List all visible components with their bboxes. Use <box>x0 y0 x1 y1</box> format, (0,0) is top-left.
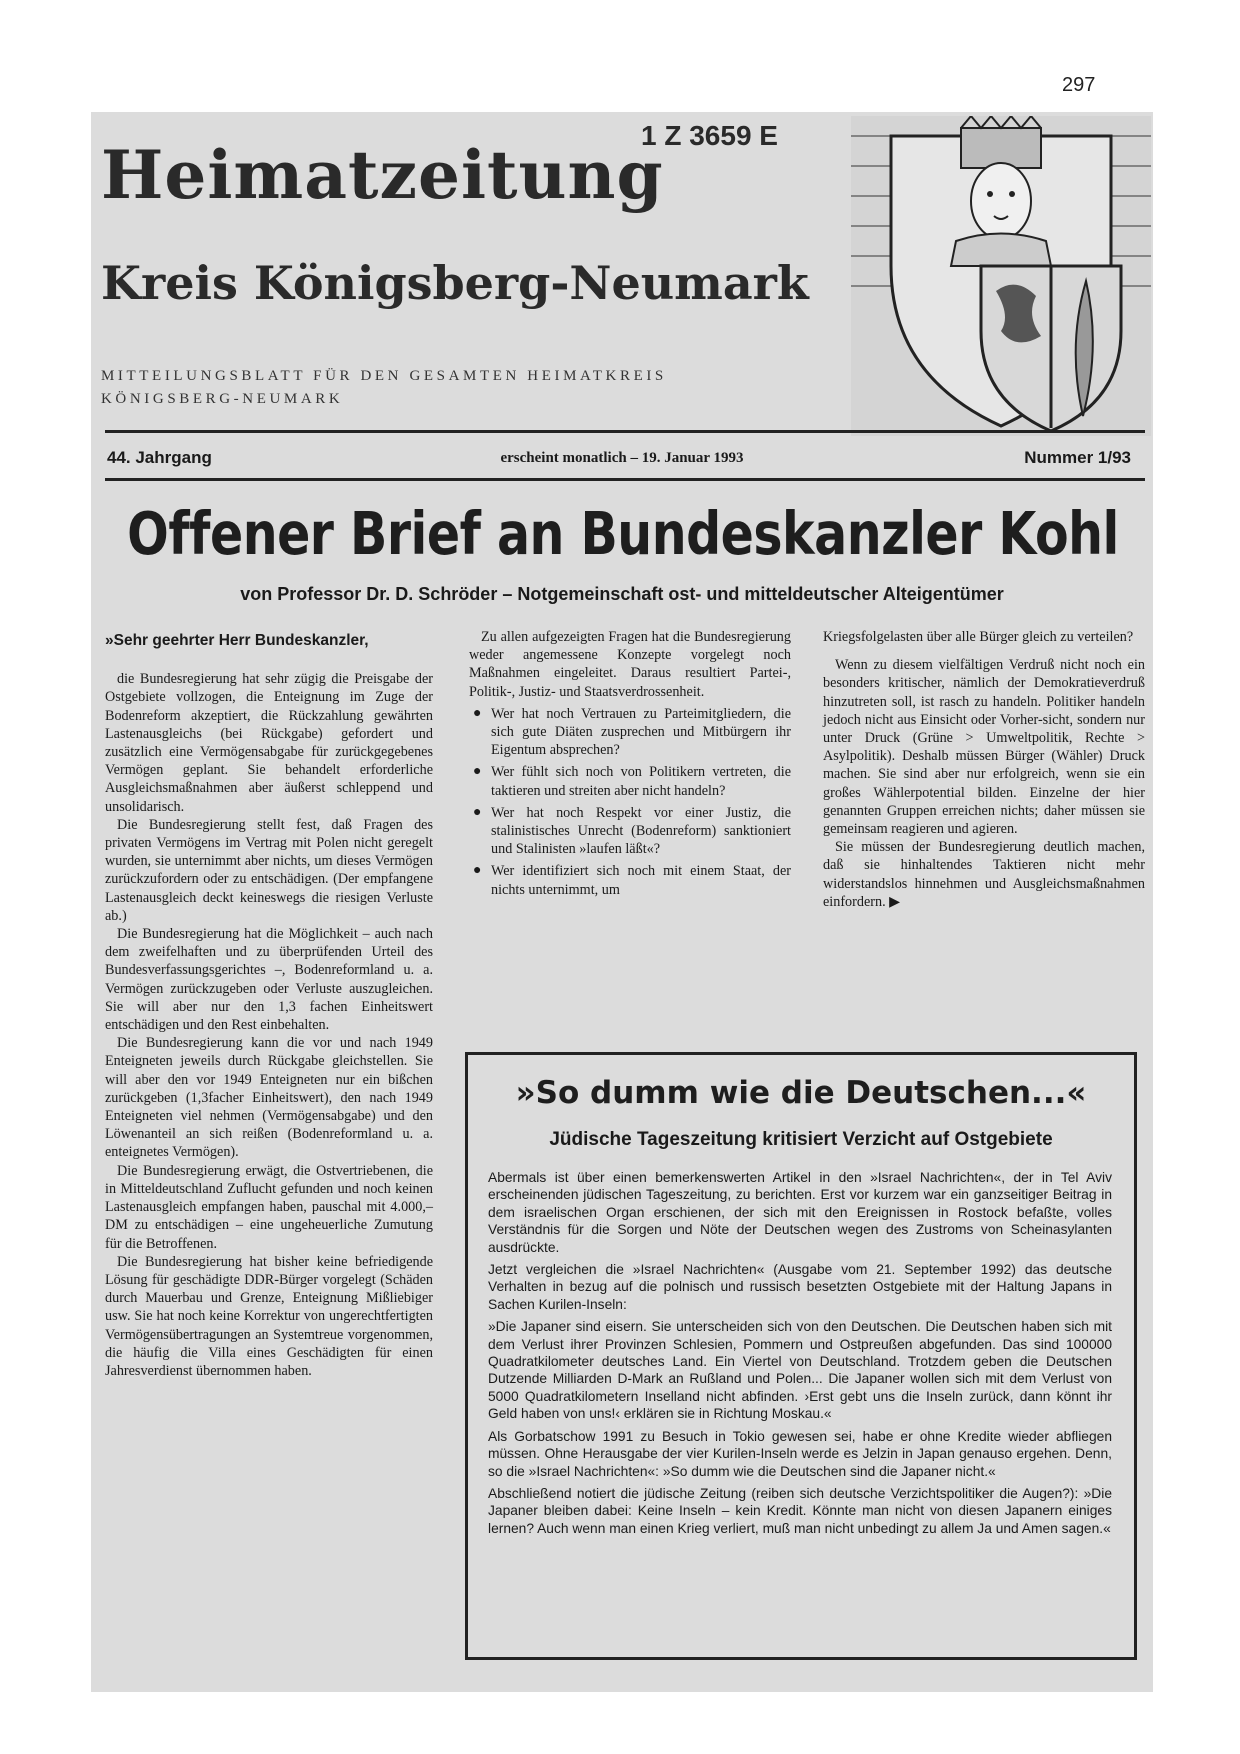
paragraph: Die Bundesregierung stellt fest, daß Fragen des privaten Vermögens im Vertrag mit Polen nicht geregelt wurden, sie unternimmt aber nichts, um dieses Vermögen zurückzufordern oder zu entschädigen. (Der empfangene Lastenausgleich deckt keineswegs die riesigen Verluste ab.) <box>105 816 433 924</box>
list-item <box>469 705 791 760</box>
paragraph: Kriegsfolgelasten über alle Bürger gleich zu verteilen? <box>823 629 1134 645</box>
paragraph: Die Bundesregierung hat bisher keine befriedigende Lösung für geschädigte DDR-Bürger vorgelegt (Schäden durch Mauerbau und Grenze, Enteignung Mißliebiger usw. Sie hat noch keine Korrektur von ungerechtfertigten Vermögensübertragungen an Systemtreue vorgenommen, die häufig die Villa eines Geschädigten für einen Jahresverdienst übernommen haben. <box>105 1253 433 1379</box>
list-item <box>469 763 791 799</box>
list-item-text: Wer identifiziert sich noch mit einem Staat, der nichts unternimmt, um <box>491 863 791 898</box>
list-item-text: Wer hat noch Vertrauen zu Parteimitgliedern, die sich gute Diäten zusprechen und Mitbürgern ihr Eigentum absprechen? <box>491 705 791 759</box>
article-byline: von Professor Dr. D. Schröder – Notgemeinschaft ost- und mitteldeutscher Alteigentümer <box>240 584 1004 604</box>
sidebar-title: »So dumm wie die Deutschen...« <box>515 1075 1087 1111</box>
sidebar-subtitle: Jüdische Tageszeitung kritisiert Verzicht auf Ostgebiete <box>549 1129 1053 1150</box>
paragraph: Die Bundesregierung erwägt, die Ostvertriebenen, die in Mitteldeutschland Zuflucht gefunden und noch keinen Lastenausgleich empfangen haben, pauschal mit 4.000,– DM zu entschädigen – eine ungeheuerliche Zumutung für die Betroffenen. <box>105 1162 433 1252</box>
coat-of-arms-icon <box>851 116 1151 436</box>
issue-number: Nummer 1/93 <box>1024 448 1131 467</box>
paragraph: Abschließend notiert die jüdische Zeitung (reiben sich deutsche Verzichtspolitiker die Augen?): »Die Japaner bleiben dabei: Keine Inseln – kein Kredit. Könnte man nicht von diesen Japanern einiges lernen? Auch wenn man einen Krieg verliert, muß man nicht unbedingt zu allem Ja und Amen sagen.« <box>488 1485 1112 1536</box>
paragraph: Zu allen aufgezeigten Fragen hat die Bundesregierung weder angemessene Konzepte vorgelegt noch Maßnahmen eingeleitet. Daraus resultiert Partei-, Politik-, Justiz- und Staatsverdrossenheit. <box>469 629 791 700</box>
bullet-icon: ● <box>473 804 482 820</box>
article-column-3 <box>823 628 1145 919</box>
tagline-line2: KÖNIGSBERG-NEUMARK <box>101 391 344 407</box>
paragraph: Als Gorbatschow 1991 zu Besuch in Tokio gewesen sei, habe er ohne Kredite wieder abfliegen müssen. Ohne Herausgabe der vier Kurilen-Inseln werde es Jelzin in Japan genauso ergehen. Denn, so die »Israel Nachrichten«: »So dumm wie die Deutschen sind die Japaner nicht.« <box>488 1428 1112 1479</box>
paragraph: Wenn zu diesem vielfältigen Verdruß nicht noch ein besonders kritischer, nämlich der Demokratieverdruß hinzutreten soll, ist rasch zu handeln. Politiker handeln jedoch nicht aus Einsicht oder Vorher-sicht, sondern nur unter Druck (Grüne > Umweltpolitik, Rechte > Asylpolitik). Deshalb müssen Bürger (Wähler) Druck machen. Sie sind aber nur erfolgreich, wenn sie ein großes Wählerpotential bilden. Einzelne der hier genannten Gruppen erreichen nichts; daher müssen sie gemeinsam reagieren und agieren. <box>823 657 1145 838</box>
article-column-2 <box>469 628 791 903</box>
volume: 44. Jahrgang <box>107 448 212 467</box>
tagline-line1: MITTEILUNGSBLATT FÜR DEN GESAMTEN HEIMATKREIS <box>101 368 667 384</box>
list-item-text: Wer hat noch Respekt vor einer Justiz, die stalinistisches Unrecht (Bodenreform) sanktioniert und Stalinisten »laufen läßt«? <box>491 804 791 858</box>
newspaper-page <box>91 112 1153 1692</box>
list-item <box>469 804 791 859</box>
header-rule-bottom <box>105 478 1145 481</box>
paragraph: Jetzt vergleichen die »Israel Nachrichten« (Ausgabe vom 21. September 1992) das deutsche Verhalten in bezug auf die polnisch und russisch besetzten Ostgebiete mit der Haltung Japans in Sachen Kurilen-Inseln: <box>488 1262 1112 1312</box>
list-item-text: Wer fühlt sich noch von Politikern vertreten, die taktieren und streiten aber nicht handeln? <box>491 764 791 799</box>
list-item <box>469 862 791 898</box>
paragraph: »Die Japaner sind eisern. Sie unterscheiden sich von den Deutschen. Die Deutschen haben sich mit dem Verlust ihrer Provinzen Schlesien, Pommern und Ostpreußen abgefunden. Das sind 100000 Quadratkilometer deutsches Land. Ein Viertel von Deutschland. Trotzdem geben die Deutschen Dutzende Milliarden D-Mark an Rußland und Polen... Die Japaner wollen sich mit dem Verlust von 5000 Quadratkilometern Inselland nicht abfinden. ›Erst gebt uns die Inseln zurück, dann könnt ihr Geld haben von uns!‹ erklären sie in Richtung Moskau.« <box>488 1319 1112 1422</box>
bullet-icon: ● <box>473 764 482 780</box>
paragraph: die Bundesregierung hat sehr zügig die Preisgabe der Ostgebiete vollzogen, die Enteignung im Zuge der Bodenreform akzeptiert, die Rückzahlung gewährten Lastenausgleichs (bei Rückgabe) gefordert und zusätzlich eine Vermögensabgabe für zurückgegebenes Vermögen geplant. Sie behandelt erforderliche Ausgleichsmaßnahmen aber äußerst schleppend und unsolidarisch. <box>105 671 433 815</box>
paragraph: Sie müssen der Bundesregierung deutlich machen, daß sie hinhaltendes Taktieren nicht mehr widerstandslos hinnehmen und Ausgleichsmaßnahmen einfordern. ▶ <box>823 839 1145 910</box>
masthead-subtitle: Kreis Königsberg-Neumark <box>101 256 809 310</box>
bullet-icon: ● <box>473 863 482 879</box>
bullet-icon: ● <box>473 705 482 721</box>
article-column-1 <box>105 632 433 1380</box>
sidebar-body <box>488 1169 1112 1542</box>
sidebar-article-box <box>465 1052 1137 1660</box>
masthead-title: Heimatzeitung <box>101 136 664 214</box>
question-list <box>469 705 791 899</box>
paragraph: Abermals ist über einen bemerkenswerten Artikel in den »Israel Nachrichten«, der in Tel Aviv erscheinenden jüdischen Tageszeitung, zu berichten. Erst vor kurzem war ein ganzseitiger Beitrag in dem israelischen Organ erschienen, der sich mit den Ereignissen in Rostock befaßte, volles Verständnis für die Sorgen und Nöte der Deutschen wegen des Zustroms von Scheinasylanten ausdrückte. <box>488 1170 1112 1255</box>
salutation: »Sehr geehrter Herr Bundeskanzler, <box>105 632 369 649</box>
article-headline: Offener Brief an Bundeskanzler Kohl <box>127 500 1119 569</box>
postal-code: 1 Z 3659 E <box>641 120 778 151</box>
page-number: 297 <box>1062 74 1096 96</box>
issue-date: erscheint monatlich – 19. Januar 1993 <box>500 450 744 466</box>
paragraph: Die Bundesregierung hat die Möglichkeit – auch nach dem zweifelhaften und zu überprüfenden Urteil des Bundesverfassungsgerichtes –, Bodenreformland u. a. Vermögen zurückzugeben oder Verluste auszugleichen. Sie will aber nur den 1,3 fachen Einheitswert entschädigen und den Rest einbehalten. <box>105 926 433 1034</box>
paragraph: Die Bundesregierung kann die vor und nach 1949 Enteigneten jeweils durch Rückgabe gleichstellen. Sie will aber den vor 1949 Enteigneten nur ein bißchen zurückgeben (1,3facher Einheitswert), den nach 1949 Enteigneten viel nehmen (Vermögensabgabe) und den Löwenanteil an sich reißen (Bodenreformland u. a. enteignetes Vermögen). <box>105 1035 433 1161</box>
header-rule-top <box>105 430 1145 433</box>
